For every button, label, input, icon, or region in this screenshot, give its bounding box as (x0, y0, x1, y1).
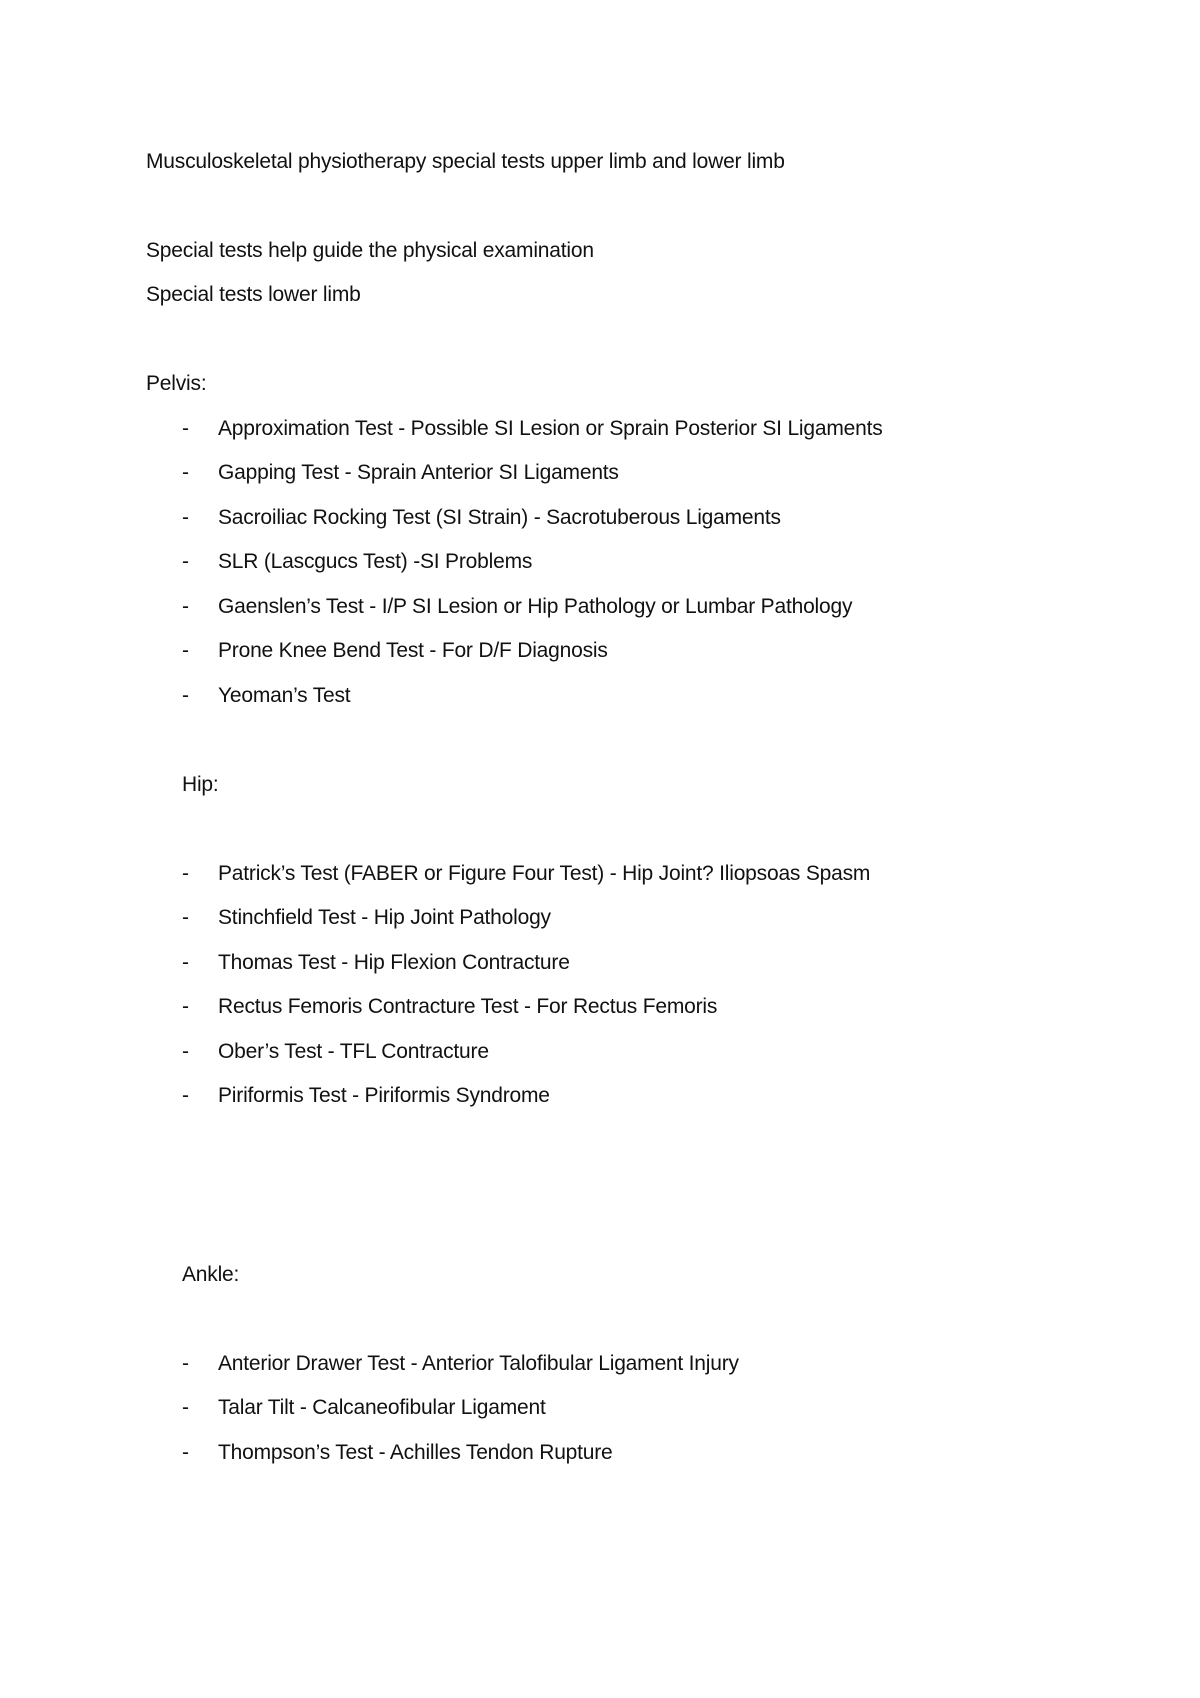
bullet-dash: - (182, 1352, 189, 1375)
list-item-text: Thompson’s Test - Achilles Tendon Rupture (218, 1441, 613, 1464)
list-item-text: Yeoman’s Test (218, 684, 351, 707)
list-item-text: Talar Tilt - Calcaneofibular Ligament (218, 1396, 546, 1419)
bullet-dash: - (182, 995, 189, 1018)
list-item (0, 1440, 1200, 1466)
bullet-dash: - (182, 684, 189, 707)
list-item (0, 594, 1200, 620)
list-item (0, 505, 1200, 531)
list-item (0, 905, 1200, 931)
bullet-dash: - (182, 906, 189, 929)
bullet-dash: - (182, 417, 189, 440)
list-item-text: Approximation Test - Possible SI Lesion or Sprain Posterior SI Ligaments (218, 417, 883, 440)
list-item (0, 1083, 1200, 1109)
bullet-dash: - (182, 595, 189, 618)
list-item-text: Stinchfield Test - Hip Joint Pathology (218, 906, 551, 929)
list-item (0, 416, 1200, 442)
bullet-dash: - (182, 506, 189, 529)
subtitle-line: Special tests lower limb (146, 283, 361, 306)
list-item (0, 683, 1200, 709)
list-item (0, 1039, 1200, 1065)
list-item (0, 1351, 1200, 1377)
bullet-dash: - (182, 461, 189, 484)
intro-line: Special tests help guide the physical examination (146, 239, 594, 262)
list-item-text: Sacroiliac Rocking Test (SI Strain) - Sacrotuberous Ligaments (218, 506, 781, 529)
bullet-dash: - (182, 951, 189, 974)
list-item-text: Piriformis Test - Piriformis Syndrome (218, 1084, 550, 1107)
list-item (0, 1395, 1200, 1421)
bullet-dash: - (182, 1396, 189, 1419)
list-item (0, 460, 1200, 486)
list-item (0, 994, 1200, 1020)
bullet-dash: - (182, 550, 189, 573)
bullet-dash: - (182, 639, 189, 662)
section-heading-ankle: Ankle: (182, 1263, 240, 1286)
list-item-text: Gapping Test - Sprain Anterior SI Ligaments (218, 461, 619, 484)
list-item-text: Rectus Femoris Contracture Test - For Rectus Femoris (218, 995, 718, 1018)
bullet-dash: - (182, 862, 189, 885)
list-item (0, 638, 1200, 664)
list-item-text: SLR (Lascgucs Test) -SI Problems (218, 550, 533, 573)
list-item-text: Gaenslen’s Test - I/P SI Lesion or Hip Pathology or Lumbar Pathology (218, 595, 853, 618)
list-item-text: Thomas Test - Hip Flexion Contracture (218, 951, 570, 974)
list-item-text: Prone Knee Bend Test - For D/F Diagnosis (218, 639, 608, 662)
list-item-text: Ober’s Test - TFL Contracture (218, 1040, 489, 1063)
list-item (0, 861, 1200, 887)
list-item-text: Patrick’s Test (FABER or Figure Four Test) - Hip Joint? Iliopsoas Spasm (218, 862, 871, 885)
bullet-dash: - (182, 1441, 189, 1464)
bullet-dash: - (182, 1040, 189, 1063)
list-item (0, 549, 1200, 575)
document-title: Musculoskeletal physiotherapy special tests upper limb and lower limb (146, 150, 785, 173)
section-heading-pelvis: Pelvis: (146, 372, 207, 395)
list-item (0, 950, 1200, 976)
section-heading-hip: Hip: (182, 773, 219, 796)
bullet-dash: - (182, 1084, 189, 1107)
list-item-text: Anterior Drawer Test - Anterior Talofibular Ligament Injury (218, 1352, 739, 1375)
